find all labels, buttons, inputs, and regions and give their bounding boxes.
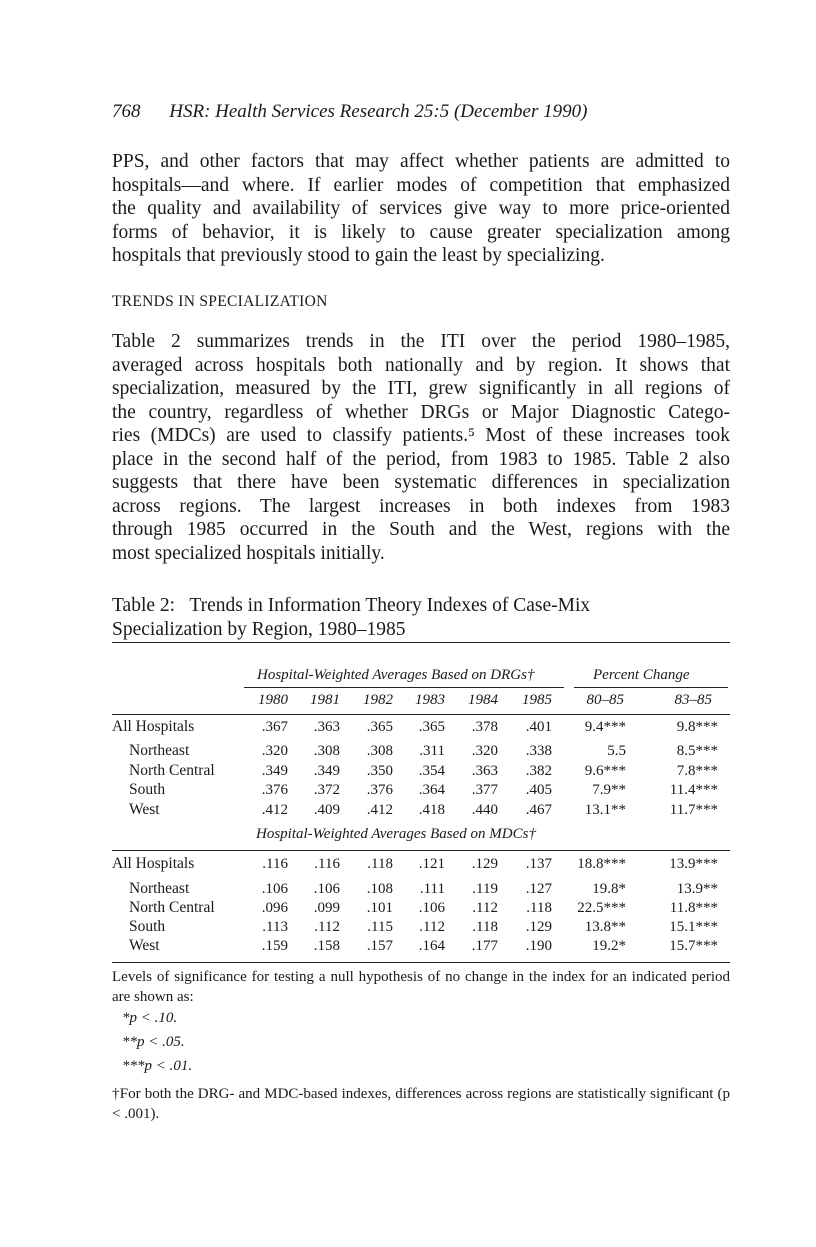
percent-column-header: 80–85: [586, 692, 624, 708]
percent-change-80-85-cell: 18.8***: [577, 856, 626, 872]
percent-heading-rule: [574, 687, 728, 688]
percent-column-header: 83–85: [674, 692, 712, 708]
table-bottom-rule: [112, 962, 730, 963]
drg-heading-rule: [244, 687, 564, 688]
percent-change-80-85-cell: 19.2*: [592, 938, 626, 954]
paragraph-2-line: averaged across hospitals both nationally and by region. It shows that: [112, 354, 730, 376]
percent-change-80-85-cell: 9.6***: [584, 763, 626, 779]
paragraph-1-line: forms of behavior, it is likely to cause greater specialization among: [112, 221, 730, 243]
percent-change-80-85-cell: 13.8**: [584, 919, 626, 935]
year-header: 1981: [310, 692, 340, 708]
row-label: All Hospitals: [112, 718, 195, 735]
significance-level-2: **p < .05.: [122, 1034, 185, 1050]
paragraph-1-line: hospitals that previously stood to gain the least by specializing.: [112, 245, 605, 266]
index-value-cell: .401: [525, 719, 552, 735]
paragraph-2-line: across regions. The largest increases in both indexes from 1983: [112, 495, 730, 517]
percent-change-83-85-cell: 8.5***: [676, 743, 718, 759]
index-value-cell: .372: [313, 782, 340, 798]
page-number: 768: [112, 101, 141, 122]
year-header: 1982: [363, 692, 393, 708]
row-label: All Hospitals: [112, 855, 195, 872]
index-value-cell: .129: [525, 919, 552, 935]
index-value-cell: .158: [313, 938, 340, 954]
paragraph-2: [112, 330, 730, 565]
index-value-cell: .467: [525, 802, 552, 818]
index-value-cell: .137: [525, 856, 552, 872]
index-value-cell: .350: [366, 763, 393, 779]
index-value-cell: .418: [418, 802, 445, 818]
journal-title: HSR: Health Services Research 25:5 (December 1990): [169, 101, 588, 122]
paragraph-1-line: the quality and availability of services give way to more price-oriented: [112, 198, 730, 219]
index-value-cell: .116: [314, 856, 340, 872]
paragraph-1-line: hospitals—and where. If earlier modes of competition that emphasized: [112, 174, 730, 196]
percent-change-83-85-cell: 13.9***: [669, 856, 718, 872]
index-value-cell: .177: [471, 938, 498, 954]
index-value-cell: .157: [366, 938, 393, 954]
index-value-cell: .349: [261, 763, 288, 779]
index-value-cell: .382: [525, 763, 552, 779]
percent-change-83-85-cell: 9.8***: [676, 719, 718, 735]
paragraph-2-line: through 1985 occurred in the South and the West, regions with the: [112, 519, 730, 540]
index-value-cell: .112: [419, 919, 445, 935]
table-top-rule: [112, 642, 730, 643]
index-value-cell: .405: [525, 782, 552, 798]
index-value-cell: .190: [525, 938, 552, 954]
table-caption-line-1: Table 2: Trends in Information Theory Indexes of Case-Mix: [112, 595, 591, 616]
index-value-cell: .311: [419, 743, 445, 759]
index-value-cell: .349: [313, 763, 340, 779]
section-heading: TRENDS IN SPECIALIZATION: [112, 293, 328, 310]
row-label: Northeast: [129, 742, 190, 759]
row-label: South: [129, 781, 166, 798]
index-value-cell: .367: [261, 719, 288, 735]
row-label: West: [129, 937, 160, 954]
percent-change-80-85-cell: 9.4***: [584, 719, 626, 735]
year-header: 1985: [522, 692, 552, 708]
index-value-cell: .118: [367, 856, 393, 872]
table-caption: [112, 594, 730, 642]
percent-change-83-85-cell: 11.7***: [669, 802, 718, 818]
index-value-cell: .129: [471, 856, 498, 872]
index-value-cell: .118: [472, 919, 498, 935]
significance-note: Levels of significance for testing a null hypothesis of no change in the index for an indicated period are shown as:: [112, 969, 730, 1005]
index-value-cell: .363: [471, 763, 498, 779]
index-value-cell: .113: [262, 919, 288, 935]
table-caption-line-2: Specialization by Region, 1980–1985: [112, 619, 406, 640]
percent-change-80-85-cell: 7.9**: [592, 782, 626, 798]
index-value-cell: .364: [418, 782, 445, 798]
year-header: 1984: [468, 692, 498, 708]
row-label: Northeast: [129, 880, 190, 897]
index-value-cell: .320: [261, 743, 288, 759]
paragraph-1: [112, 150, 730, 268]
row-label: West: [129, 801, 160, 818]
index-value-cell: .308: [313, 743, 340, 759]
drg-group-heading: Hospital-Weighted Averages Based on DRGs†: [257, 667, 535, 683]
percent-change-83-85-cell: 7.8***: [676, 763, 718, 779]
index-value-cell: .376: [366, 782, 393, 798]
index-value-cell: .338: [525, 743, 552, 759]
index-value-cell: .112: [472, 900, 498, 916]
index-value-cell: .127: [525, 881, 552, 897]
percent-change-heading: Percent Change: [593, 667, 690, 683]
paragraph-1-line: PPS, and other factors that may affect whether patients are admitted to: [112, 151, 730, 172]
index-value-cell: .111: [419, 881, 445, 897]
paragraph-2-line: place in the second half of the period, from 1983 to 1985. Table 2 also: [112, 448, 730, 470]
percent-change-83-85-cell: 15.1***: [669, 919, 718, 935]
index-value-cell: .365: [418, 719, 445, 735]
paragraph-2-line: suggests that there have been systematic differences in specialization: [112, 472, 730, 493]
index-value-cell: .412: [261, 802, 288, 818]
percent-change-80-85-cell: 22.5***: [577, 900, 626, 916]
index-value-cell: .118: [526, 900, 552, 916]
index-value-cell: .308: [366, 743, 393, 759]
table-header-rule: [112, 714, 730, 715]
index-value-cell: .096: [261, 900, 288, 916]
mdc-heading-rule: [112, 850, 730, 851]
year-header: 1983: [415, 692, 445, 708]
year-header: 1980: [258, 692, 288, 708]
row-label: North Central: [129, 899, 215, 916]
dagger-note: †For both the DRG- and MDC-based indexes, differences across regions are statistically significant (p < .001).: [112, 1086, 730, 1122]
percent-change-83-85-cell: 13.9**: [676, 881, 718, 897]
percent-change-83-85-cell: 15.7***: [669, 938, 718, 954]
percent-change-80-85-cell: 19.8*: [592, 881, 626, 897]
index-value-cell: .409: [313, 802, 340, 818]
index-value-cell: .108: [366, 881, 393, 897]
row-label: North Central: [129, 762, 215, 779]
significance-level-3: ***p < .01.: [122, 1058, 193, 1074]
index-value-cell: .099: [313, 900, 340, 916]
percent-change-80-85-cell: 5.5: [607, 743, 626, 759]
running-header: [112, 101, 587, 123]
index-value-cell: .116: [262, 856, 288, 872]
index-value-cell: .363: [313, 719, 340, 735]
index-value-cell: .121: [418, 856, 445, 872]
index-value-cell: .106: [313, 881, 340, 897]
paragraph-2-line: ries (MDCs) are used to classify patients.⁵ Most of these increases took: [112, 425, 730, 446]
index-value-cell: .378: [471, 719, 498, 735]
index-value-cell: .440: [471, 802, 498, 818]
index-value-cell: .115: [367, 919, 393, 935]
index-value-cell: .106: [418, 900, 445, 916]
paragraph-2-line: specialization, measured by the ITI, grew significantly in all regions of: [112, 378, 730, 399]
index-value-cell: .377: [471, 782, 498, 798]
paragraph-2-line: most specialized hospitals initially.: [112, 542, 385, 564]
percent-change-83-85-cell: 11.8***: [669, 900, 718, 916]
percent-change-80-85-cell: 13.1**: [584, 802, 626, 818]
index-value-cell: .320: [471, 743, 498, 759]
index-value-cell: .119: [472, 881, 498, 897]
significance-level-1: *p < .10.: [122, 1010, 178, 1026]
index-value-cell: .106: [261, 881, 288, 897]
index-value-cell: .112: [314, 919, 340, 935]
index-value-cell: .159: [261, 938, 288, 954]
index-value-cell: .365: [366, 719, 393, 735]
index-value-cell: .354: [418, 763, 445, 779]
index-value-cell: .101: [366, 900, 393, 916]
percent-change-83-85-cell: 11.4***: [669, 782, 718, 798]
index-value-cell: .412: [366, 802, 393, 818]
paragraph-2-line: Table 2 summarizes trends in the ITI over the period 1980–1985,: [112, 331, 730, 352]
paragraph-2-line: the country, regardless of whether DRGs or Major Diagnostic Catego-: [112, 401, 730, 423]
index-value-cell: .164: [418, 938, 445, 954]
row-label: South: [129, 918, 166, 935]
index-value-cell: .376: [261, 782, 288, 798]
mdc-group-heading: Hospital-Weighted Averages Based on MDCs†: [256, 826, 536, 842]
